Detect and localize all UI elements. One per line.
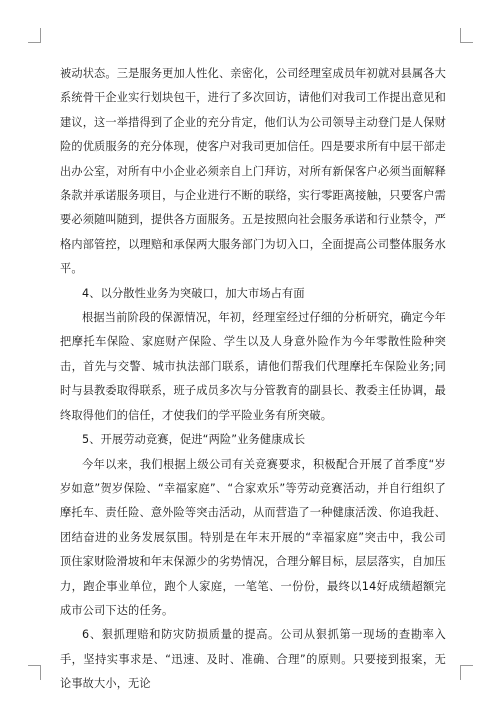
crop-mark-bottom-left <box>28 665 41 680</box>
document-page <box>60 62 446 697</box>
crop-mark-bottom-right <box>460 665 473 680</box>
crop-mark-top-left <box>28 28 41 43</box>
crop-mark-top-right <box>460 28 473 43</box>
paragraph-labor-competition: 今年以来，我们根据上级公司有关竞赛要求，积极配合开展了首季度“岁岁如意”贺岁保险、“幸福家庭”、“合家欢乐”等劳动竞赛活动，并自行组织了摩托车、责任险、意外险等突击活动，从而营造了一种健康活泼、你追我赶、团结奋进的业务发展氛围。特别是在年末开展的“幸福家庭”突击中，我公司顶住家财险滑坡和年末保源少的劣势情况，合理分解目标，层层落实，自加压力，跑企事业单位，跑个人家庭，一笔笔、一份份，最终以14好成绩超额完成市公司下达的任务。 <box>60 457 446 617</box>
section-heading-4: 4、以分散性业务为突破口，加大市场占有面 <box>82 286 305 300</box>
paragraph-scattered-business: 根据当前阶段的保源情况，年初，经理室经过仔细的分析研究，确定今年把摩托车保险、家庭财产保险、学生以及人身意外险作为今年零散性险种突击，首先与交警、城市执法部门联系，请他们帮我们代理摩托车保险业务;同时与县教委取得联系，班子成员多次与分管教育的副县长、教委主任协调，最终取得他们的信任，才使我们的学平险业务有所突破。 <box>60 311 446 422</box>
section-heading-5: 5、开展劳动竞赛，促进“两险”业务健康成长 <box>82 433 306 447</box>
paragraph-service-improvement: 被动状态。三是服务更加人性化、亲密化，公司经理室成员年初就对县属各大系统骨干企业实行划块包干，进行了多次回访，请他们对我司工作提出意见和建议，这一举措得到了企业的充分肯定，他们认为公司领导主动登门是人保财险的优质服务的充分体现，使客户对我司更加信任。四是要求所有中层干部走出办公室，对所有中小企业必须亲自上门拜访，对所有新保客户必须当面解释条款并承诺服务项目，与企业进行不断的联络，实行零距离接触，只要客户需要必须随叫随到，提供各方面服务。五是按照向社会服务承诺和行业禁令，严格内部管控，以理赔和承保两大服务部门为切入口，全面提高公司整体服务水平。 <box>60 67 446 276</box>
paragraph-claims-quality: 6、狠抓理赔和防灾防损质量的提高。公司从狠抓第一现场的查勘率入手，坚持实事求是、“迅速、及时、准确、合理”的原则。只要接到报案，无论事故大小，无论 <box>60 628 446 691</box>
